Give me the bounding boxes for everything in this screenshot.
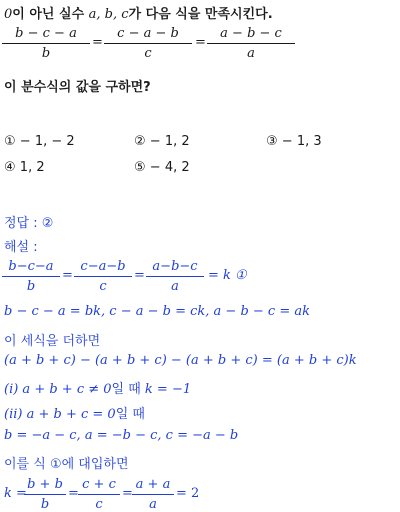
fraction-numerator: b + b <box>24 477 66 495</box>
fraction-numerator: a−b−c <box>146 259 204 277</box>
equals-sign: = <box>92 35 103 50</box>
choice-value: 1, 2 <box>19 160 45 175</box>
choice-marker: ① <box>4 134 16 149</box>
solution-fraction-2 <box>74 259 132 294</box>
fraction-numerator: b−c−a <box>2 259 60 277</box>
choice-3[interactable] <box>266 134 322 149</box>
problem-question: 이 분수식의 값을 구하면? <box>4 80 151 95</box>
intro-zero: 0 <box>4 7 13 22</box>
problem-fraction-1 <box>2 26 90 61</box>
case-1-text: 일 때 <box>111 382 145 397</box>
choice-value: − 1, 3 <box>281 134 322 149</box>
intro-text-1: 이 아닌 실수 <box>12 7 89 22</box>
fraction-numerator: c + c <box>78 477 120 495</box>
problem-intro <box>4 3 273 22</box>
solution-line-3: 이 세식을 더하면 <box>4 334 101 349</box>
solution-line-7: b = −a − c, a = −b − c, c = −a − b <box>4 428 239 443</box>
choice-value: − 1, − 2 <box>19 134 75 149</box>
fraction-numerator: a − b − c <box>207 26 295 44</box>
fraction-numerator: c−a−b <box>74 259 132 277</box>
choice-value: − 1, 2 <box>149 134 190 149</box>
choice-marker: ② <box>134 134 146 149</box>
case-1-result: k = −1 <box>144 382 192 397</box>
fraction-denominator: c <box>144 46 152 61</box>
equals-sign: = <box>122 486 133 501</box>
final-k: k = <box>4 486 27 501</box>
fraction-denominator: a <box>171 279 179 294</box>
fraction-numerator: a + a <box>132 477 174 495</box>
equals-sign: = <box>195 35 206 50</box>
final-fraction-3 <box>132 477 174 512</box>
case-2-condition: (ii) a + b + c = 0 <box>4 407 116 422</box>
solution-line-8: 이를 식 ①에 대입하면 <box>4 457 129 472</box>
answer-value: ② <box>41 216 54 231</box>
problem-fraction-2 <box>104 26 192 61</box>
fraction-denominator: a <box>149 497 157 512</box>
equals-sign: = <box>134 268 145 283</box>
fraction-numerator: c − a − b <box>104 26 192 44</box>
choice-5[interactable] <box>134 160 190 175</box>
fraction-denominator: b <box>26 279 36 294</box>
answer-line <box>4 212 53 231</box>
fraction-numerator: b − c − a <box>2 26 90 44</box>
equals-sign: = <box>68 486 79 501</box>
solution-line-6 <box>4 403 145 422</box>
answer-label: 정답 : <box>4 216 38 231</box>
case-2-text: 일 때 <box>115 407 145 422</box>
solution-fraction-3 <box>146 259 204 294</box>
solution-line-5 <box>4 378 191 397</box>
explanation-label: 해설 : <box>4 240 38 255</box>
choice-marker: ④ <box>4 160 16 175</box>
equals-sign: = <box>62 268 73 283</box>
choice-1[interactable] <box>4 134 75 149</box>
case-1-condition: (i) a + b + c ≠ 0 <box>4 382 112 397</box>
choice-value: − 4, 2 <box>149 160 190 175</box>
problem-fraction-3 <box>207 26 295 61</box>
solution-line-4: (a + b + c) − (a + b + c) − (a + b + c) = (a + b + c)k <box>4 353 357 368</box>
final-result: = 2 <box>176 486 200 501</box>
fraction-denominator: b <box>40 497 50 512</box>
choice-2[interactable] <box>134 134 190 149</box>
choice-4[interactable] <box>4 160 45 175</box>
fraction-denominator: c <box>95 497 103 512</box>
fraction-denominator: b <box>41 46 51 61</box>
intro-vars: a, b, c <box>88 7 129 22</box>
fraction-denominator: c <box>99 279 107 294</box>
final-fraction-2 <box>78 477 120 512</box>
intro-text-2: 가 다음 식을 만족시킨다. <box>128 7 273 22</box>
choice-marker: ③ <box>266 134 278 149</box>
solution-line-2: b − c − a = bk, c − a − b = ck, a − b − c = ak <box>4 304 310 319</box>
choice-marker: ⑤ <box>134 160 146 175</box>
equation-tail: = k ① <box>208 268 247 283</box>
solution-fraction-1 <box>2 259 60 294</box>
final-fraction-1 <box>24 477 66 512</box>
fraction-denominator: a <box>247 46 255 61</box>
